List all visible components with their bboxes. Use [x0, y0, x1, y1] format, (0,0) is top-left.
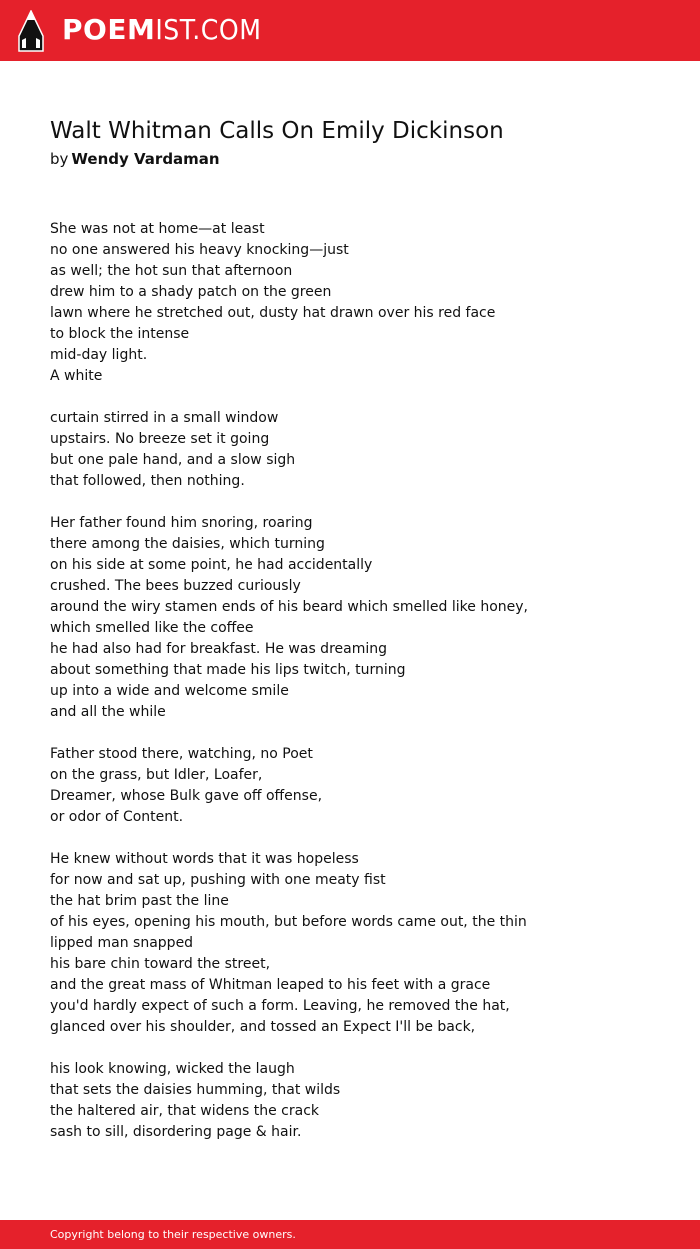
poem-line: that sets the daisies humming, that wilds — [50, 1082, 341, 1098]
copyright-text: Copyright belong to their respective owners. — [50, 1228, 296, 1241]
brand-light-text: IST.COM — [155, 13, 262, 46]
byline — [50, 149, 220, 169]
poem-line: lipped man snapped — [50, 935, 194, 951]
poem-line: to block the intense — [50, 326, 190, 342]
site-footer — [0, 1220, 700, 1249]
poem-line: lawn where he stretched out, dusty hat drawn over his red face — [50, 305, 496, 321]
poem-line: mid-day light. — [50, 347, 148, 363]
poem-line: and the great mass of Whitman leaped to his feet with a grace — [50, 977, 491, 993]
brand-bold-text: POEM — [62, 13, 156, 46]
poem-line: as well; the hot sun that afternoon — [50, 263, 293, 279]
poem-line: upstairs. No breeze set it going — [50, 431, 270, 447]
pencil-tip-icon[interactable] — [18, 10, 44, 52]
poem-line: that followed, then nothing. — [50, 473, 245, 489]
poem-line: Father stood there, watching, no Poet — [50, 746, 313, 762]
stanza — [50, 744, 670, 828]
poem-line: the haltered air, that widens the crack — [50, 1103, 319, 1119]
poem-line: around the wiry stamen ends of his beard which smelled like honey, — [50, 599, 528, 615]
poem-line: She was not at home—at least — [50, 221, 265, 237]
stanza — [50, 219, 670, 387]
poem-line: Dreamer, whose Bulk gave off offense, — [50, 788, 323, 804]
poem-line: about something that made his lips twitch, turning — [50, 662, 406, 678]
stanza — [50, 408, 670, 492]
by-label: by — [50, 150, 69, 168]
stanza — [50, 1059, 670, 1143]
poem-line: A white — [50, 368, 103, 384]
site-header — [0, 0, 700, 61]
poem-line: on the grass, but Idler, Loafer, — [50, 767, 263, 783]
poem-title: Walt Whitman Calls On Emily Dickinson — [50, 118, 504, 144]
poem-line: you'd hardly expect of such a form. Leaving, he removed the hat, — [50, 998, 510, 1014]
poem-line: for now and sat up, pushing with one meaty fist — [50, 872, 386, 888]
stanza — [50, 849, 670, 1038]
poem-line: no one answered his heavy knocking—just — [50, 242, 349, 258]
poem-line: He knew without words that it was hopeless — [50, 851, 359, 867]
poem-line: there among the daisies, which turning — [50, 536, 325, 552]
poem-line: crushed. The bees buzzed curiously — [50, 578, 301, 594]
poem-line: sash to sill, disordering page & hair. — [50, 1124, 302, 1140]
site-logo-text[interactable] — [62, 12, 261, 48]
poem-line: and all the while — [50, 704, 166, 720]
poem-line: the hat brim past the line — [50, 893, 229, 909]
poem-line: he had also had for breakfast. He was dreaming — [50, 641, 387, 657]
author-name: Wendy Vardaman — [71, 150, 220, 168]
poem-line: Her father found him snoring, roaring — [50, 515, 313, 531]
stanza — [50, 513, 670, 723]
poem-line: on his side at some point, he had accidentally — [50, 557, 373, 573]
poem-line: glanced over his shoulder, and tossed an Expect I'll be back, — [50, 1019, 476, 1035]
poem-line: curtain stirred in a small window — [50, 410, 279, 426]
poem-line: which smelled like the coffee — [50, 620, 254, 636]
poem-line: drew him to a shady patch on the green — [50, 284, 332, 300]
poem-line: or odor of Content. — [50, 809, 184, 825]
poem-line: of his eyes, opening his mouth, but before words came out, the thin — [50, 914, 527, 930]
poem-line: his look knowing, wicked the laugh — [50, 1061, 295, 1077]
poem-body — [50, 219, 670, 1164]
poem-line: but one pale hand, and a slow sigh — [50, 452, 296, 468]
poem-line: up into a wide and welcome smile — [50, 683, 289, 699]
poem-line: his bare chin toward the street, — [50, 956, 271, 972]
